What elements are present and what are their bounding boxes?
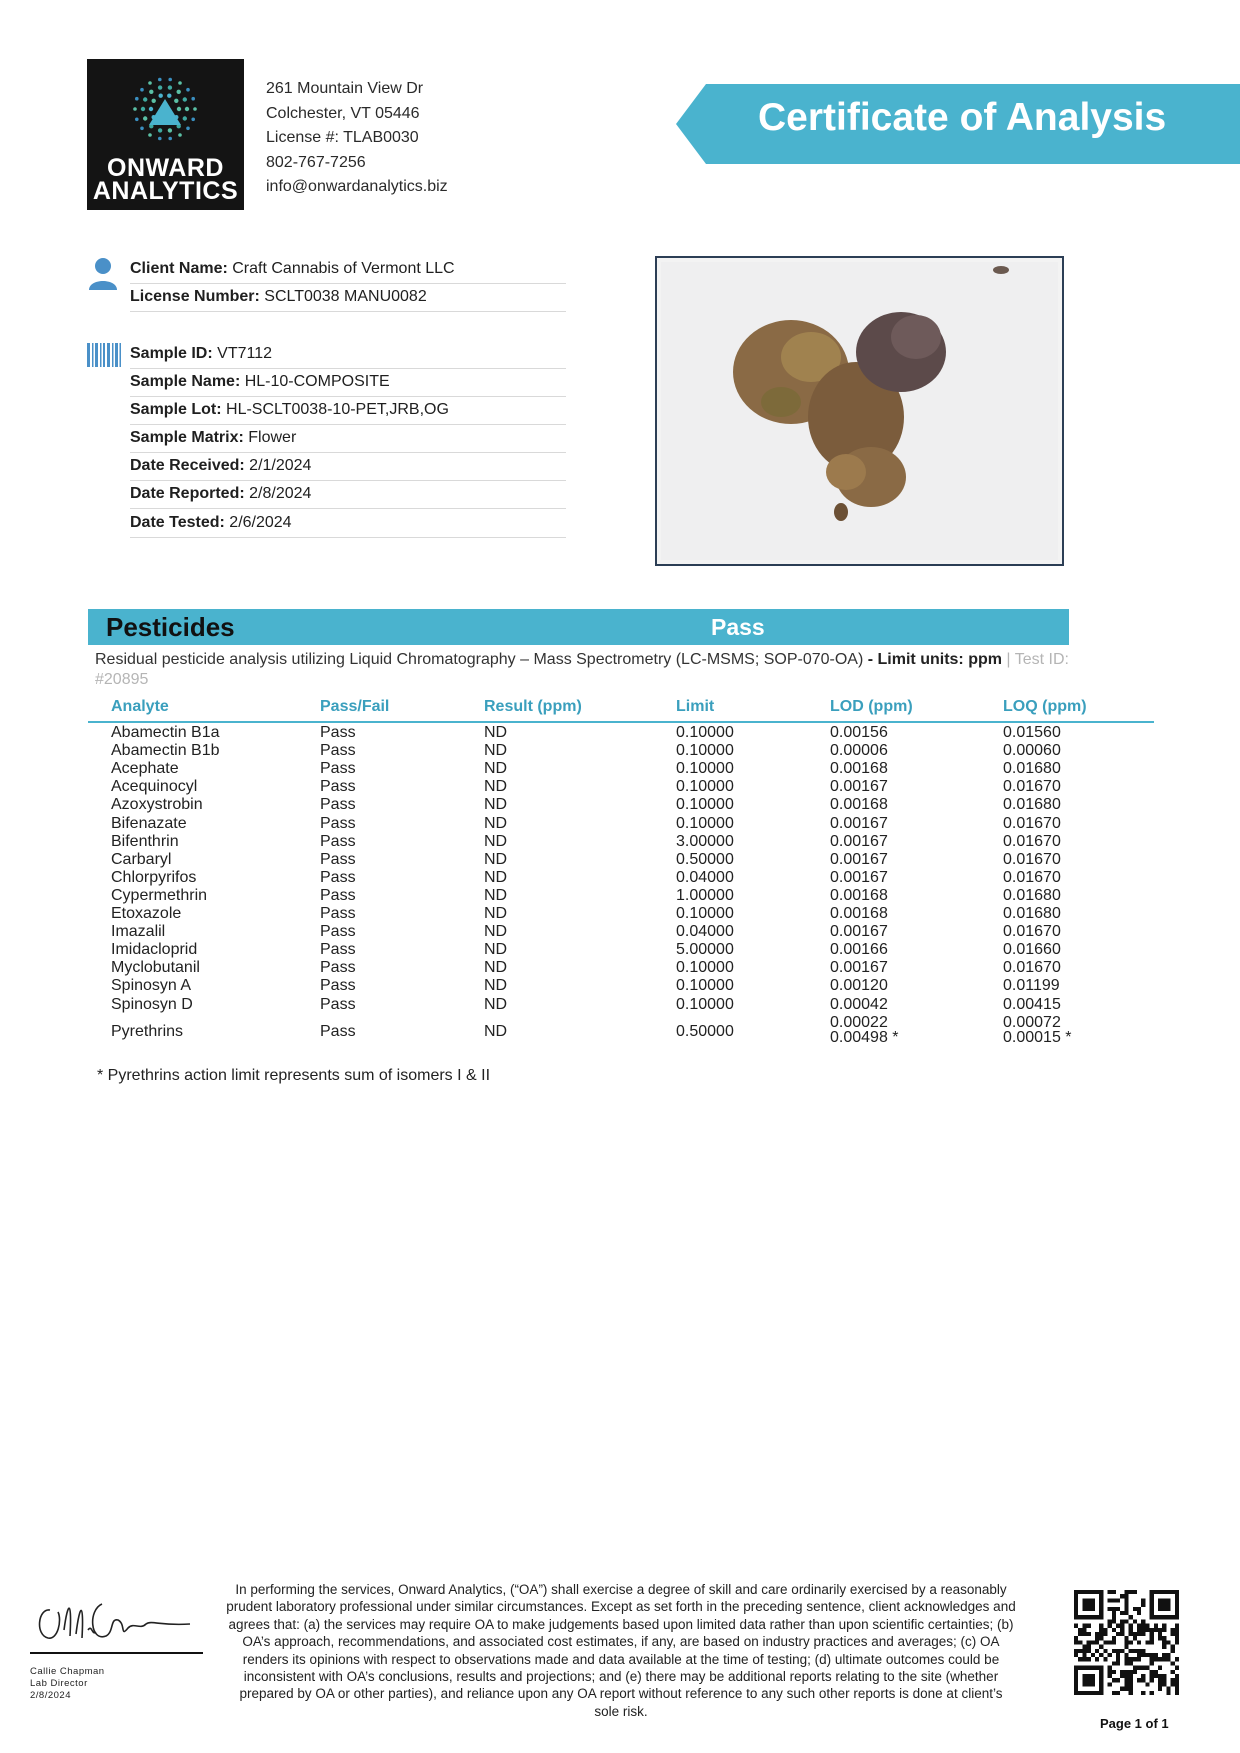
pesticides-description [95,650,1125,690]
lod-cell: 0.00120 [830,977,888,995]
date-tested-row [130,509,566,538]
sample-id-label: Sample ID: [130,345,213,362]
table-row [88,851,1154,869]
client-name-value: Craft Cannabis of Vermont LLC [232,260,455,277]
results-table-header [88,696,1154,723]
analyte-cell: Acequinocyl [111,778,198,796]
loq-cell: 0.01680 [1003,886,1061,904]
loq-cell: 0.01670 [1003,778,1061,796]
lod-value-2: 0.00498 * [830,1029,899,1046]
lod-cell: 0.00168 [830,905,888,922]
result-cell: ND [484,850,508,868]
limit-cell: 0.10000 [676,724,734,741]
loq-cell: 0.01670 [1003,959,1061,977]
test-id: | Test ID: #20895 [95,651,1069,688]
col-pass-fail: Pass/Fail [320,698,390,715]
analyte-cell: Pyrethrins [111,1023,184,1040]
limit-cell: 0.10000 [676,977,734,995]
col-loq: LOQ (ppm) [1003,698,1087,715]
pass-fail-cell: Pass [320,850,356,868]
logo-text-line1: ONWARD [107,154,224,182]
onward-analytics-logo [87,59,244,210]
qr-code-icon[interactable] [1074,1590,1179,1700]
result-cell: ND [484,742,508,760]
signature-line [30,1652,203,1654]
method-description: Residual pesticide analysis utilizing Liquid Chromatography – Mass Spectrometry (LC-MSMS; SOP-070-OA) [95,651,864,668]
lab-phone: 802-767-7256 [266,153,366,171]
pass-fail-cell: Pass [320,905,356,922]
person-icon [87,256,119,297]
limit-cell: 5.00000 [676,941,734,959]
loq-cell: 0.01670 [1003,832,1061,850]
date-received-label: Date Received: [130,457,245,474]
logo-text-line2: ANALYTICS [92,177,239,205]
lab-license: License #: TLAB0030 [266,129,419,146]
pass-fail-cell: Pass [320,832,356,850]
pesticides-status: Pass [711,614,765,640]
table-row [88,996,1154,1014]
sample-name-value: HL-10-COMPOSITE [244,373,390,390]
table-row [88,905,1154,923]
result-cell: ND [484,796,508,814]
limit-cell: 0.50000 [676,850,734,868]
pass-fail-cell: Pass [320,959,356,977]
lod-cell: 0.00167 [830,868,888,886]
result-cell: ND [484,814,508,832]
loq-cell [1003,1015,1072,1045]
table-row [88,742,1154,760]
limit-cell: 0.10000 [676,905,734,922]
date-reported-label: Date Reported: [130,485,245,502]
table-row [88,923,1154,941]
result-cell: ND [484,905,508,922]
pass-fail-cell: Pass [320,760,356,778]
signature-image [30,1580,200,1655]
analyte-cell: Chlorpyrifos [111,868,197,886]
table-row [88,796,1154,814]
sample-photo [655,256,1064,566]
client-license-row [130,283,566,312]
pass-fail-cell: Pass [320,995,356,1013]
lod-cell: 0.00167 [830,959,888,977]
date-received-value: 2/1/2024 [249,457,312,474]
result-cell: ND [484,724,508,741]
pass-fail-cell: Pass [320,796,356,814]
date-reported-row [130,480,566,509]
signer-title: Lab Director [30,1678,88,1689]
limit-cell: 0.10000 [676,778,734,796]
lod-value-1: 0.00022 [830,1014,888,1031]
lod-cell: 0.00167 [830,923,888,941]
signer-name: Callie Chapman [30,1666,105,1677]
lod-cell: 0.00006 [830,742,888,760]
loq-value-1: 0.00072 [1003,1014,1061,1031]
sample-lot-row [130,396,566,425]
lod-cell: 0.00167 [830,832,888,850]
pass-fail-cell: Pass [320,724,356,741]
analyte-cell: Myclobutanil [111,959,200,977]
limit-units: - Limit units: ppm [863,651,1002,668]
loq-cell: 0.01680 [1003,796,1061,814]
lod-cell: 0.00167 [830,814,888,832]
limit-cell: 0.10000 [676,995,734,1013]
result-cell: ND [484,778,508,796]
col-lod: LOD (ppm) [830,698,913,715]
pass-fail-cell: Pass [320,778,356,796]
lod-cell: 0.00168 [830,886,888,904]
pass-fail-cell: Pass [320,941,356,959]
sample-id-value: VT7112 [217,345,272,362]
lod-cell: 0.00168 [830,760,888,778]
loq-cell: 0.00415 [1003,995,1061,1013]
result-cell: ND [484,868,508,886]
table-row [88,977,1154,995]
lod-cell: 0.00167 [830,850,888,868]
analyte-cell: Cypermethrin [111,886,208,904]
certificate-banner [676,84,1240,164]
lab-email[interactable]: info@onwardanalytics.biz [266,178,448,195]
document-title: Certificate of Analysis [758,96,1167,139]
table-row [88,1015,1154,1047]
page-number: Page 1 of 1 [1100,1716,1169,1731]
limit-cell: 0.50000 [676,1023,734,1040]
analyte-cell: Imidacloprid [111,941,198,959]
limit-cell: 0.10000 [676,959,734,977]
pass-fail-cell: Pass [320,1023,356,1040]
pesticides-banner [88,609,1069,645]
limit-cell: 0.10000 [676,814,734,832]
table-row [88,959,1154,977]
analyte-cell: Bifenthrin [111,832,179,850]
table-row [88,833,1154,851]
loq-cell: 0.00060 [1003,742,1061,760]
analyte-cell: Abamectin B1b [111,742,220,760]
sample-lot-label: Sample Lot: [130,401,222,418]
client-license-label: License Number: [130,288,260,305]
sample-matrix-row [130,424,566,453]
table-row [88,887,1154,905]
result-cell: ND [484,923,508,941]
limit-cell: 0.04000 [676,923,734,941]
analyte-cell: Azoxystrobin [111,796,203,814]
lod-cell: 0.00042 [830,995,888,1013]
lab-address-line2: Colchester, VT 05446 [266,104,420,122]
loq-cell: 0.01680 [1003,760,1061,778]
date-received-row [130,452,566,481]
result-cell: ND [484,760,508,778]
analyte-cell: Spinosyn D [111,995,193,1013]
analyte-cell: Abamectin B1a [111,724,220,741]
loq-cell: 0.01199 [1003,977,1060,995]
loq-cell: 0.01670 [1003,923,1061,941]
result-cell: ND [484,995,508,1013]
lab-contact-info [266,77,448,200]
loq-cell: 0.01560 [1003,724,1061,741]
result-cell: ND [484,1023,508,1040]
loq-cell: 0.01680 [1003,905,1061,922]
analyte-cell: Carbaryl [111,850,172,868]
result-cell: ND [484,977,508,995]
client-name-row [130,255,566,284]
analyte-cell: Bifenazate [111,814,187,832]
result-cell: ND [484,886,508,904]
loq-cell: 0.01670 [1003,814,1061,832]
sample-name-label: Sample Name: [130,373,241,390]
lod-cell: 0.00168 [830,796,888,814]
limit-cell: 0.10000 [676,796,734,814]
table-row [88,869,1154,887]
loq-cell: 0.01670 [1003,868,1061,886]
pesticides-title: Pesticides [106,612,235,642]
lod-cell: 0.00156 [830,724,888,741]
signed-date: 2/8/2024 [30,1690,71,1701]
sample-lot-value: HL-SCLT0038-10-PET,JRB,OG [226,401,449,418]
result-cell: ND [484,832,508,850]
analyte-cell: Etoxazole [111,905,182,922]
lod-cell: 0.00166 [830,941,888,959]
result-cell: ND [484,941,508,959]
pass-fail-cell: Pass [320,977,356,995]
col-limit: Limit [676,698,715,715]
pass-fail-cell: Pass [320,742,356,760]
legal-disclaimer: In performing the services, Onward Analytics, (“OA”) shall exercise a degree of skill and care ordinarily exercised by a reasonably prudent laboratory professional under similar circumstances. Except as set forth in the preceding sentence, client acknowledges and agrees that: (a) the services may require OA to make judgements based upon limited data rather than upon scientific certainties; (b) OA’s approach, recommendations, and associated cost estimates, if any, are based on industry practices and averages; (c) OA renders its opinions with respect to observations made and data available at the time of testing; (d) ultimate outcomes could be inconsistent with OA’s conclusions, results and projections; and (e) there may be additional reports relating to the site (whether prepared by OA or other parties), and reliance upon any OA report without reference to any such other reports is done at client’s sole risk. [226,1582,1016,1719]
lod-cell [830,1015,899,1045]
sample-matrix-label: Sample Matrix: [130,429,244,446]
limit-cell: 3.00000 [676,832,734,850]
pass-fail-cell: Pass [320,868,356,886]
loq-cell: 0.01670 [1003,850,1061,868]
table-row [88,760,1154,778]
table-row [88,778,1154,796]
limit-cell: 0.10000 [676,742,734,760]
table-row [88,815,1154,833]
limit-cell: 0.10000 [676,760,734,778]
col-analyte: Analyte [111,698,169,715]
pass-fail-cell: Pass [320,814,356,832]
sample-matrix-value: Flower [248,429,297,446]
loq-cell: 0.01660 [1003,941,1061,959]
limit-cell: 0.04000 [676,868,734,886]
pass-fail-cell: Pass [320,886,356,904]
sample-id-row [130,340,566,369]
analyte-cell: Imazalil [111,923,166,941]
limit-cell: 1.00000 [676,886,734,904]
table-row [88,724,1154,742]
analyte-cell: Spinosyn A [111,977,192,995]
client-name-label: Client Name: [130,260,228,277]
barcode-icon [87,343,121,372]
logo-mark-icon [87,59,244,169]
date-tested-label: Date Tested: [130,514,225,531]
pyrethrins-footnote: * Pyrethrins action limit represents sum of isomers I & II [97,1067,491,1084]
date-reported-value: 2/8/2024 [249,485,312,502]
result-cell: ND [484,959,508,977]
table-row [88,941,1154,959]
client-license-value: SCLT0038 MANU0082 [264,288,427,305]
sample-name-row [130,368,566,397]
analyte-cell: Acephate [111,760,179,778]
col-result: Result (ppm) [484,698,582,715]
signer-info [30,1666,105,1702]
lab-address-line1: 261 Mountain View Dr [266,80,424,97]
pass-fail-cell: Pass [320,923,356,941]
date-tested-value: 2/6/2024 [229,514,292,531]
loq-value-2: 0.00015 * [1003,1029,1072,1046]
lod-cell: 0.00167 [830,778,888,796]
